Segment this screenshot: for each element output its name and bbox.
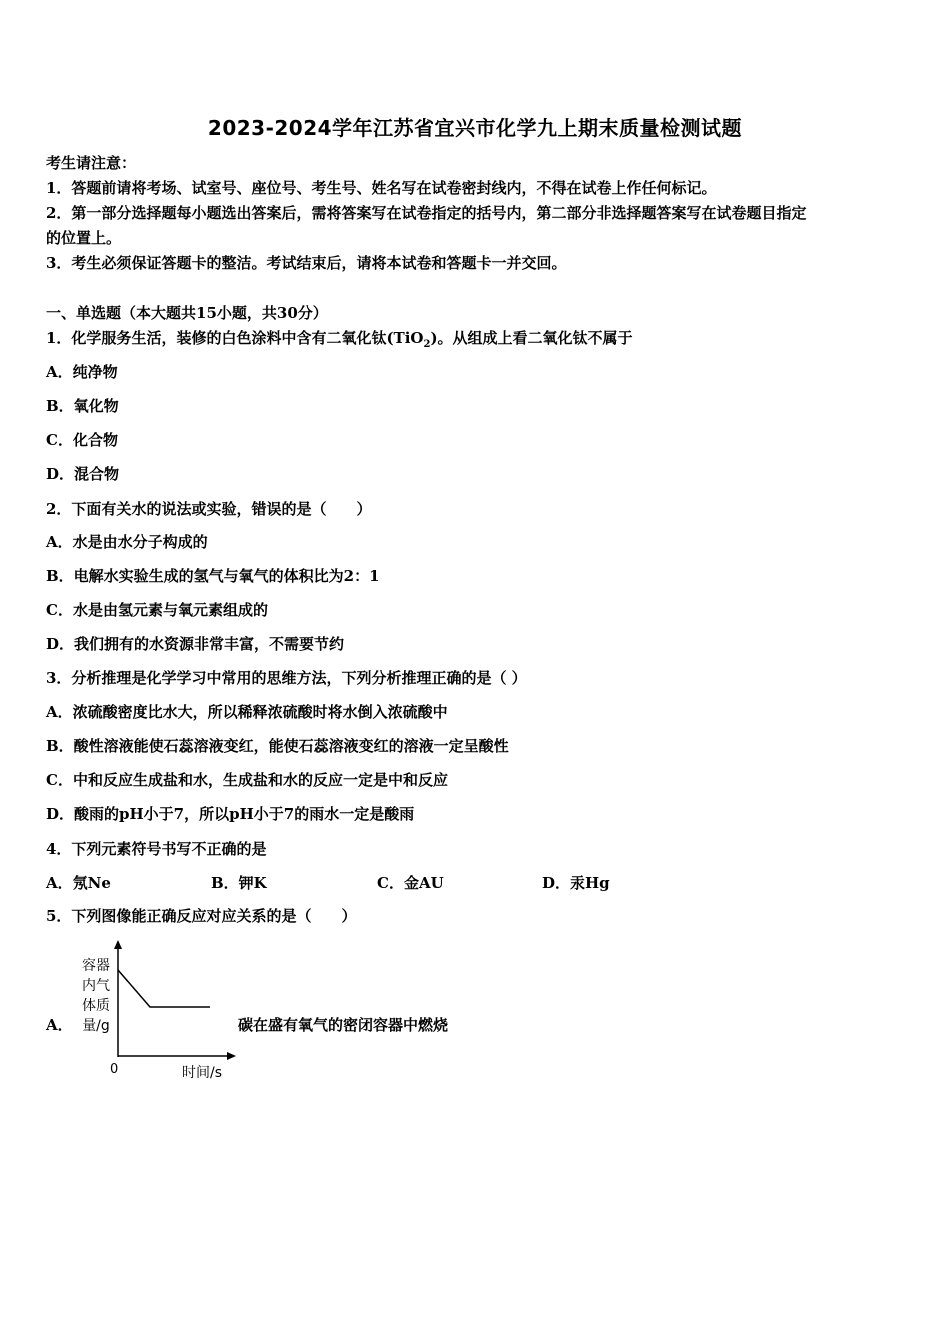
graph-data-line: [118, 970, 210, 1007]
question-1-option-d: D．混合物: [46, 465, 120, 483]
graph-y-arrow: [114, 940, 122, 949]
graph-y-axis-label: 容器内气体质量/g: [82, 958, 110, 1034]
question-4-option-c: C．金AU: [377, 874, 444, 892]
question-3-option-c: C．中和反应生成盐和水，生成盐和水的反应一定是中和反应: [46, 771, 448, 789]
question-4-options: [46, 872, 746, 892]
question-3-stem: 3．分析推理是化学学习中常用的思维方法，下列分析推理正确的是（ ）: [46, 669, 527, 687]
question-3-option-b: B．酸性溶液能使石蕊溶液变红，能使石蕊溶液变红的溶液一定呈酸性: [46, 737, 509, 755]
question-4-option-d: D．汞Hg: [542, 874, 610, 892]
graph-x-arrow: [227, 1052, 236, 1060]
question-1-subscript: 2: [423, 339, 431, 350]
question-1-stem-tail: )。从组成上看二氧化钛不属于: [430, 329, 633, 347]
question-2-option-c: C．水是由氢元素与氧元素组成的: [46, 601, 268, 619]
question-3-option-a: A．浓硫酸密度比水大，所以稀释浓硫酸时将水倒入浓硫酸中: [46, 703, 448, 721]
question-5-stem: 5．下列图像能正确反应对应关系的是（ ）: [46, 907, 357, 925]
question-1-option-b: B．氧化物: [46, 397, 119, 415]
mass-time-graph: [100, 940, 240, 1070]
question-4-option-b: B．钾K: [211, 874, 267, 892]
question-4-option-a: A．氖Ne: [46, 874, 111, 892]
question-5-option-a-label: A．: [46, 1016, 73, 1034]
question-2-option-b: B．电解水实验生成的氢气与氧气的体积比为2：1: [46, 567, 380, 585]
section-heading: 一、单选题（本大题共15小题，共30分）: [46, 304, 328, 322]
notice-heading: 考生请注意：: [46, 154, 137, 172]
question-1-option-a: A．纯净物: [46, 363, 118, 381]
question-1-stem: [46, 327, 633, 350]
question-1-option-c: C．化合物: [46, 431, 118, 449]
notice-item-2-continued: 的位置上。: [46, 229, 122, 247]
graph-x-axis-label: 时间/s: [182, 1065, 223, 1081]
notice-item-3: 3．考生必须保证答题卡的整洁。考试结束后，请将本试卷和答题卡一并交回。: [46, 254, 567, 272]
question-2-option-a: A．水是由水分子构成的: [46, 533, 208, 551]
question-5-option-a-caption: 碳在盛有氧气的密闭容器中燃烧: [238, 1016, 449, 1034]
notice-item-1: 1．答题前请将考场、试室号、座位号、考生号、姓名写在试卷密封线内，不得在试卷上作任何标记。: [46, 179, 717, 197]
question-1-stem-text: 1．化学服务生活，装修的白色涂料中含有二氧化钛(TiO: [46, 329, 424, 347]
question-4-stem: 4．下列元素符号书写不正确的是: [46, 840, 267, 858]
question-2-option-d: D．我们拥有的水资源非常丰富，不需要节约: [46, 635, 345, 653]
question-3-option-d: D．酸雨的pH小于7，所以pH小于7的雨水一定是酸雨: [46, 805, 415, 823]
question-2-stem: 2．下面有关水的说法或实验，错误的是（ ）: [46, 500, 372, 518]
page-title: 2023-2024学年江苏省宜兴市化学九上期末质量检测试题: [207, 116, 743, 140]
notice-item-2: 2．第一部分选择题每小题选出答案后，需将答案写在试卷指定的括号内，第二部分非选择题答案写在试卷题目指定: [46, 204, 807, 222]
graph-origin-label: 0: [110, 1062, 119, 1077]
